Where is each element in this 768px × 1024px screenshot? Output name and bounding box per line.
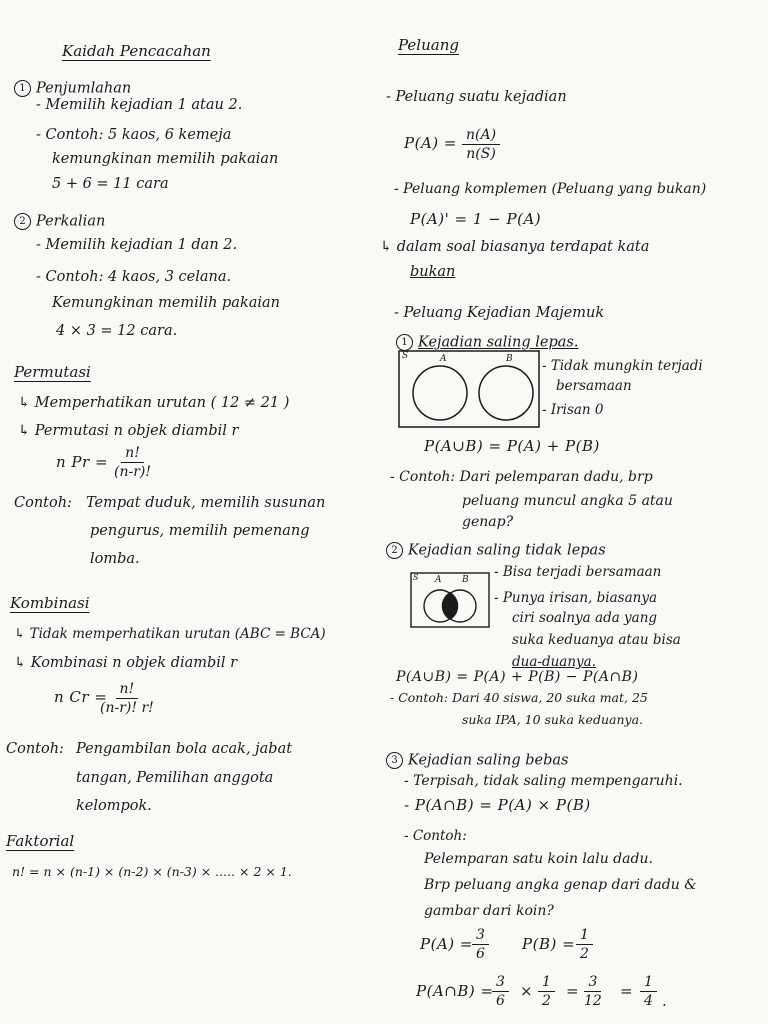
final-period: . (662, 992, 668, 1010)
permutasi-contoh-line: lomba. (90, 551, 140, 567)
venn-label-a: A (435, 575, 442, 585)
k2-contoh: - Contoh: Dari 40 siswa, 20 suka mat, 25 (390, 690, 648, 705)
k1-note: bersamaan (556, 378, 632, 394)
k3-pa-left: P(A) = (420, 935, 473, 953)
perkalian-line: - Contoh: 4 kaos, 3 celana. (36, 269, 232, 285)
fraction-numerator: n! (121, 446, 144, 463)
times-sign: × (520, 982, 534, 1000)
k2-note: - Bisa terjadi bersamaan (494, 564, 662, 580)
kombinasi-line: ↳ Tidak memperhatikan urutan (ABC = BCA) (14, 626, 326, 642)
fraction-numerator: 1 (576, 928, 593, 945)
k1-note: - Irisan 0 (542, 402, 604, 418)
fraction-denominator: 4 (644, 993, 653, 1009)
kombinasi-fraction (100, 682, 154, 715)
k3-final-fraction (538, 975, 555, 1008)
kaidah-title: Kaidah Pencacahan (62, 42, 211, 60)
kombinasi-line: ↳ Kombinasi n objek diambil r (14, 655, 238, 671)
permutasi-line: ↳ Memperhatikan urutan ( 12 ≠ 21 ) (18, 395, 290, 411)
number-circle: 1 (14, 80, 31, 97)
faktorial-heading: Faktorial (6, 832, 75, 850)
komplemen-line: ↳ dalam soal biasanya terdapat kata (380, 239, 650, 255)
k3-heading (386, 752, 569, 769)
venn-label-b: B (462, 575, 469, 585)
venn-diagram-overlap (410, 572, 490, 628)
k1-contoh: - Contoh: Dari pelemparan dadu, brp (390, 469, 653, 485)
perkalian-line: - Memilih kejadian 1 dan 2. (36, 237, 238, 253)
venn-universe-box (399, 351, 539, 427)
k3-final-fraction (492, 975, 509, 1008)
fraction-numerator: 1 (538, 975, 555, 992)
k3-pb-fraction (576, 928, 593, 961)
k1-formula: P(A∪B) = P(A) + P(B) (424, 437, 600, 455)
faktorial-formula: n! = n × (n-1) × (n-2) × (n-3) × ..... × 2 × 1. (12, 864, 292, 879)
k1-note: - Tidak mungkin terjadi (542, 358, 703, 374)
k1-label: Kejadian saling lepas. (418, 334, 579, 351)
k2-label: Kejadian saling tidak lepas (408, 542, 606, 559)
number-circle: 1 (396, 334, 413, 351)
k3-line: Brp peluang angka genap dari dadu & (424, 877, 697, 893)
k2-note: - Punya irisan, biasanya (494, 590, 657, 606)
number-circle: 2 (386, 542, 403, 559)
k2-contoh: suka IPA, 10 suka keduanya. (462, 712, 643, 727)
kombinasi-heading: Kombinasi (10, 594, 90, 612)
k1-contoh: peluang muncul angka 5 atau (462, 493, 673, 509)
k1-contoh: genap? (462, 514, 514, 530)
kombinasi-contoh-line: Pengambilan bola acak, jabat (76, 741, 293, 757)
venn-diagram-disjoint (398, 350, 540, 428)
k1-heading (396, 334, 578, 351)
fraction-denominator: 2 (542, 993, 551, 1009)
fraction-numerator: 1 (640, 975, 657, 992)
venn-set-b (479, 366, 533, 420)
equals-sign: = (566, 982, 580, 1000)
venn-label-a: A (440, 354, 447, 364)
komplemen-keyword: bukan (410, 264, 456, 280)
komplemen-line: - Peluang komplemen (Peluang yang bukan) (394, 181, 707, 197)
k3-label: Kejadian saling bebas (408, 752, 569, 769)
venn-label-s: S (413, 573, 419, 582)
k2-note: dua-duanya. (512, 654, 596, 670)
permutasi-contoh-line: Tempat duduk, memilih susunan (86, 495, 326, 511)
penjumlahan-line: - Contoh: 5 kaos, 6 kemeja (36, 127, 232, 143)
fraction-denominator: 2 (580, 946, 589, 962)
permutasi-fraction (114, 446, 151, 479)
k2-formula: P(A∪B) = P(A) + P(B) − P(A∩B) (396, 669, 639, 685)
k3-line: gambar dari koin? (424, 903, 554, 919)
venn-label-s: S (402, 351, 409, 361)
k3-formula: - P(A∩B) = P(A) × P(B) (404, 796, 591, 814)
fraction-denominator: n(S) (466, 146, 496, 162)
k3-line: - Contoh: (404, 828, 467, 844)
venn-label-b: B (506, 354, 513, 364)
k3-pb-left: P(B) = (522, 935, 576, 953)
permutasi-contoh-line: pengurus, memilih pemenang (90, 523, 310, 539)
kombinasi-contoh-label: Contoh: (6, 741, 64, 757)
k2-note: suka keduanya atau bisa (512, 632, 681, 648)
kombinasi-formula-left: n Cr = (54, 688, 108, 706)
number-circle: 3 (386, 752, 403, 769)
fraction-denominator: (n-r)! (114, 464, 151, 480)
permutasi-line: ↳ Permutasi n objek diambil r (18, 423, 239, 439)
permutasi-formula-left: n Pr = (56, 453, 109, 471)
fraction-numerator: 3 (584, 975, 601, 992)
fraction-numerator: n(A) (462, 128, 500, 145)
k2-heading (386, 542, 606, 559)
perkalian-line: Kemungkinan memilih pakaian (52, 295, 281, 311)
penjumlahan-line: kemungkinan memilih pakaian (52, 151, 279, 167)
penjumlahan-line: - Memilih kejadian 1 atau 2. (36, 97, 243, 113)
peluang-title: Peluang (398, 36, 459, 54)
perkalian-line: 4 × 3 = 12 cara. (56, 323, 178, 339)
fraction-numerator: 3 (492, 975, 509, 992)
fraction-denominator: (n-r)! r! (100, 700, 154, 716)
number-circle: 2 (14, 213, 31, 230)
venn-set-a (413, 366, 467, 420)
k3-line: - Terpisah, tidak saling mempengaruhi. (404, 773, 683, 789)
k3-final-fraction (640, 975, 657, 1008)
kombinasi-contoh-line: tangan, Pemilihan anggota (76, 770, 274, 786)
penjumlahan-label: Penjumlahan (36, 80, 132, 97)
pa-fraction (462, 128, 500, 161)
kombinasi-contoh-line: kelompok. (76, 798, 152, 814)
penjumlahan-heading (14, 80, 131, 97)
k3-final-left: P(A∩B) = (416, 982, 494, 1000)
k3-final-fraction (584, 975, 602, 1008)
k3-pa-fraction (472, 928, 489, 961)
fraction-denominator: 6 (476, 946, 485, 962)
permutasi-heading: Permutasi (14, 363, 91, 381)
fraction-numerator: n! (116, 682, 139, 699)
permutasi-contoh-label: Contoh: (14, 495, 72, 511)
pa-formula-left: P(A) = (404, 134, 457, 152)
peluang-line: - Peluang suatu kejadian (386, 89, 567, 105)
fraction-numerator: 3 (472, 928, 489, 945)
equals-sign: = (620, 982, 634, 1000)
perkalian-label: Perkalian (36, 213, 106, 230)
fraction-denominator: 6 (496, 993, 505, 1009)
k2-note: ciri soalnya ada yang (512, 610, 658, 626)
majemuk-heading: - Peluang Kejadian Majemuk (394, 305, 605, 321)
penjumlahan-line: 5 + 6 = 11 cara (52, 176, 169, 192)
fraction-denominator: 12 (584, 993, 602, 1009)
komplemen-formula: P(A)' = 1 − P(A) (410, 210, 542, 228)
perkalian-heading (14, 213, 105, 230)
k3-line: Pelemparan satu koin lalu dadu. (424, 851, 653, 867)
